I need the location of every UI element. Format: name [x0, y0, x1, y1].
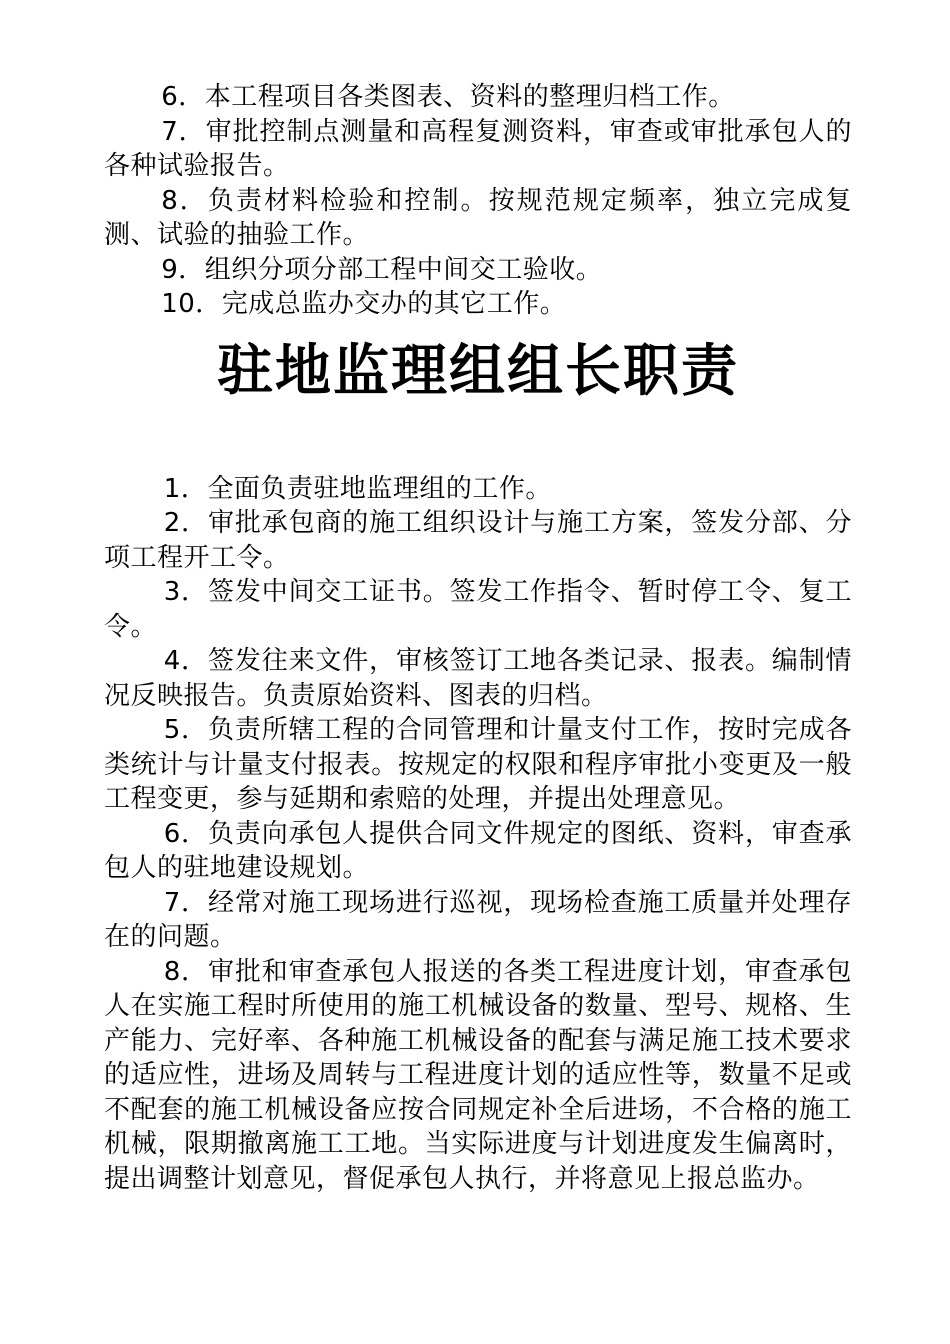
duty-item-2: 2．审批承包商的施工组织设计与施工方案，签发分部、分项工程开工令。	[104, 508, 852, 573]
top-item-7: 7．审批控制点测量和高程复测资料，审查或审批承包人的各种试验报告。	[104, 116, 852, 181]
document-page	[104, 80, 852, 1196]
top-item-10: 10．完成总监办交办的其它工作。	[161, 289, 567, 319]
duty-item-4: 4．签发往来文件，审核签订工地各类记录、报表。编制情况反映报告。负责原始资料、图表的归档。	[104, 646, 852, 711]
top-item-9: 9．组织分项分部工程中间交工验收。	[161, 254, 603, 285]
duty-item-7: 7．经常对施工现场进行巡视，现场检查施工质量并处理存在的问题。	[104, 887, 852, 952]
duty-item-5: 5．负责所辖工程的合同管理和计量支付工作，按时完成各类统计与计量支付报表。按规定的权限和程序审批小变更及一般工程变更，参与延期和索赔的处理，并提出处理意见。	[104, 715, 852, 814]
top-item-6: 6．本工程项目各类图表、资料的整理归档工作。	[161, 82, 735, 112]
duty-item-8: 8．审批和审查承包人报送的各类工程进度计划，审查承包人在实施工程时所使用的施工机械设备的数量、型号、规格、生产能力、完好率、各种施工机械设备的配套与满足施工技术要求的适应性，进场及周转与工程进度计划的适应性等，数量不足或不配套的施工机械设备应按合同规定补全后进场，不合格的施工机械，限期撤离施工工地。当实际进度与计划进度发生偏离时，提出调整计划意见，督促承包人执行，并将意见上报总监办。	[104, 956, 852, 1194]
top-item-8: 8．负责材料检验和控制。按规范规定频率，独立完成复测、试验的抽验工作。	[104, 185, 852, 250]
section-title: 驻地监理组组长职责	[217, 338, 739, 404]
duty-item-1: 1．全面负责驻地监理组的工作。	[163, 473, 552, 504]
duty-item-6: 6．负责向承包人提供合同文件规定的图纸、资料，审查承包人的驻地建设规划。	[104, 818, 852, 883]
duty-item-3: 3．签发中间交工证书。签发工作指令、暂时停工令、复工令。	[104, 577, 852, 642]
